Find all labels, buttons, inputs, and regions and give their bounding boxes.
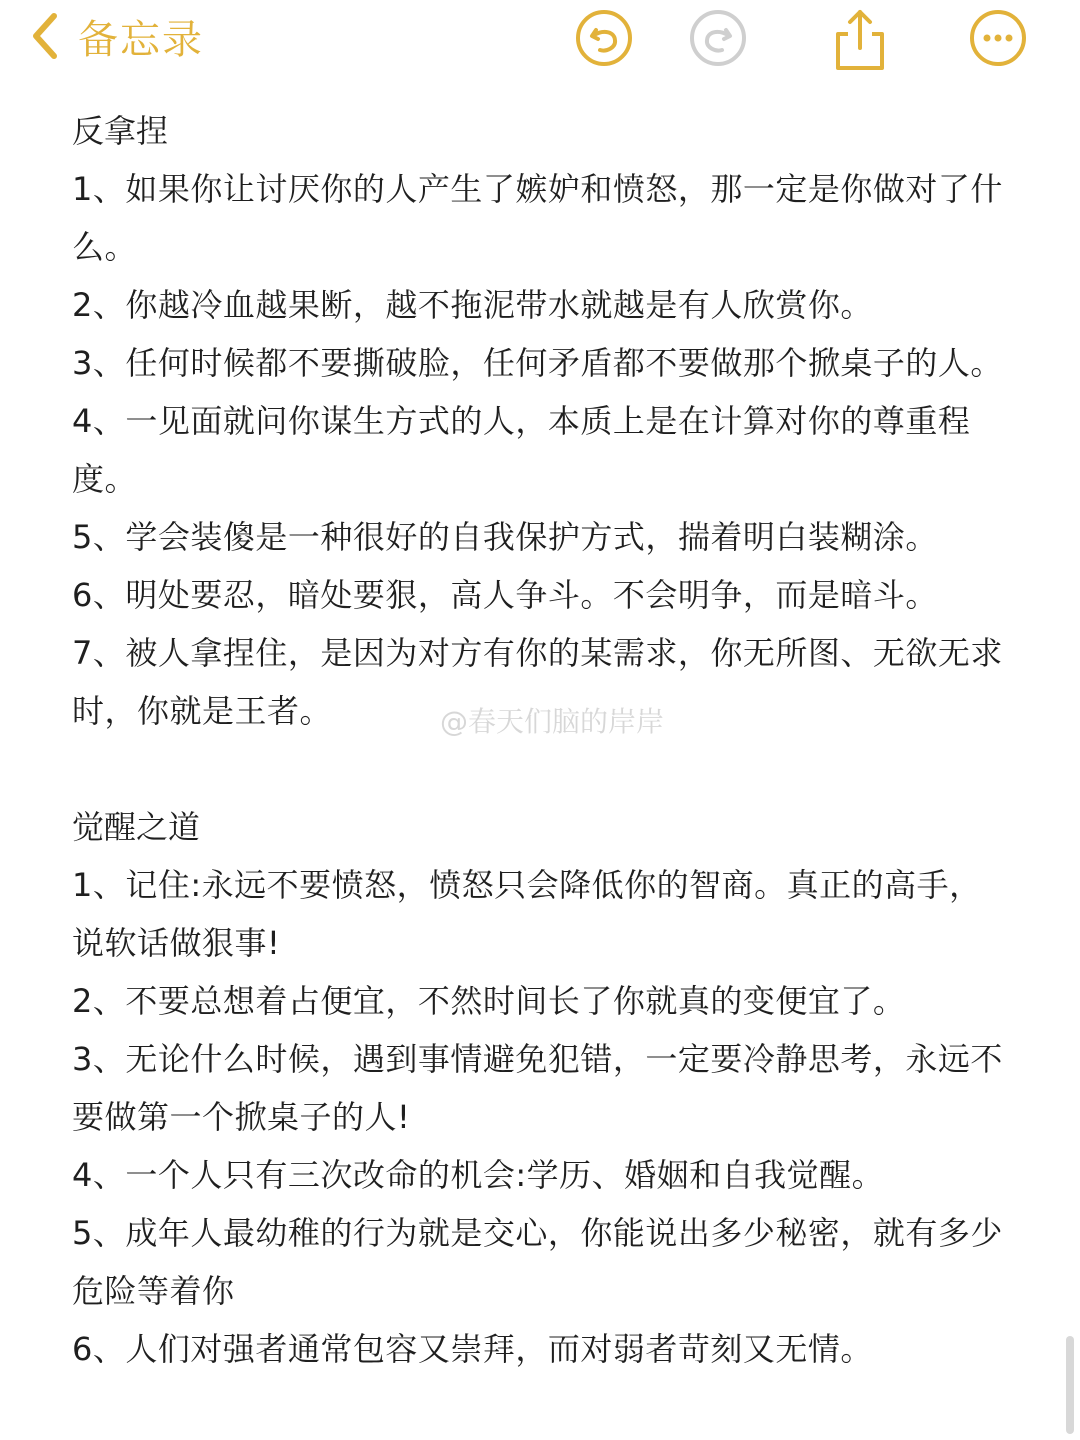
scrollbar[interactable] — [1066, 1336, 1074, 1434]
share-icon — [830, 8, 890, 72]
navigation-bar — [0, 0, 1080, 80]
note-line: 4、一个人只有三次改命的机会:学历、婚姻和自我觉醒。 — [72, 1156, 885, 1194]
note-line: 1、如果你让讨厌你的人产生了嫉妒和愤怒，那一定是你做对了什么。 — [72, 170, 1003, 266]
more-button[interactable] — [968, 8, 1028, 68]
back-label: 备忘录 — [78, 16, 204, 63]
note-section — [72, 798, 1012, 1378]
chevron-left-icon — [28, 10, 60, 62]
watermark: @春天们脑的岸岸 — [440, 705, 665, 738]
note-line: 3、无论什么时候，遇到事情避免犯错，一定要冷静思考，永远不要做第一个掀桌子的人! — [72, 1040, 1003, 1136]
note-line: 2、你越冷血越果断，越不拖泥带水就越是有人欣赏你。 — [72, 286, 873, 324]
section-title: 觉醒之道 — [72, 808, 201, 846]
redo-icon — [688, 8, 748, 68]
note-line: 3、任何时候都不要撕破脸，任何矛盾都不要做那个掀桌子的人。 — [72, 344, 1003, 382]
note-line: 6、人们对强者通常包容又崇拜，而对弱者苛刻又无情。 — [72, 1330, 873, 1368]
more-icon — [968, 8, 1028, 68]
undo-icon — [574, 8, 634, 68]
note-line: 2、不要总想着占便宜，不然时间长了你就真的变便宜了。 — [72, 982, 906, 1020]
undo-button[interactable] — [574, 8, 634, 68]
share-button[interactable] — [830, 8, 890, 68]
redo-button[interactable] — [688, 8, 748, 68]
note-line: 4、一见面就问你谋生方式的人，本质上是在计算对你的尊重程度。 — [72, 402, 971, 498]
back-button[interactable] — [28, 6, 204, 66]
note-line: 6、明处要忍，暗处要狠，高人争斗。不会明争，而是暗斗。 — [72, 576, 938, 614]
note-body[interactable] — [72, 102, 1012, 1378]
note-line: 5、学会装傻是一种很好的自我保护方式，揣着明白装糊涂。 — [72, 518, 938, 556]
section-title: 反拿捏 — [72, 112, 169, 150]
note-line: 1、记住:永远不要愤怒，愤怒只会降低你的智商。真正的高手，说软话做狠事! — [72, 866, 982, 962]
note-line: 5、成年人最幼稚的行为就是交心，你能说出多少秘密，就有多少危险等着你 — [72, 1214, 1003, 1310]
note-section — [72, 102, 1012, 740]
note-line: 7、被人拿捏住，是因为对方有你的某需求，你无所图、无欲无求时，你就是王者。 — [72, 634, 1003, 730]
